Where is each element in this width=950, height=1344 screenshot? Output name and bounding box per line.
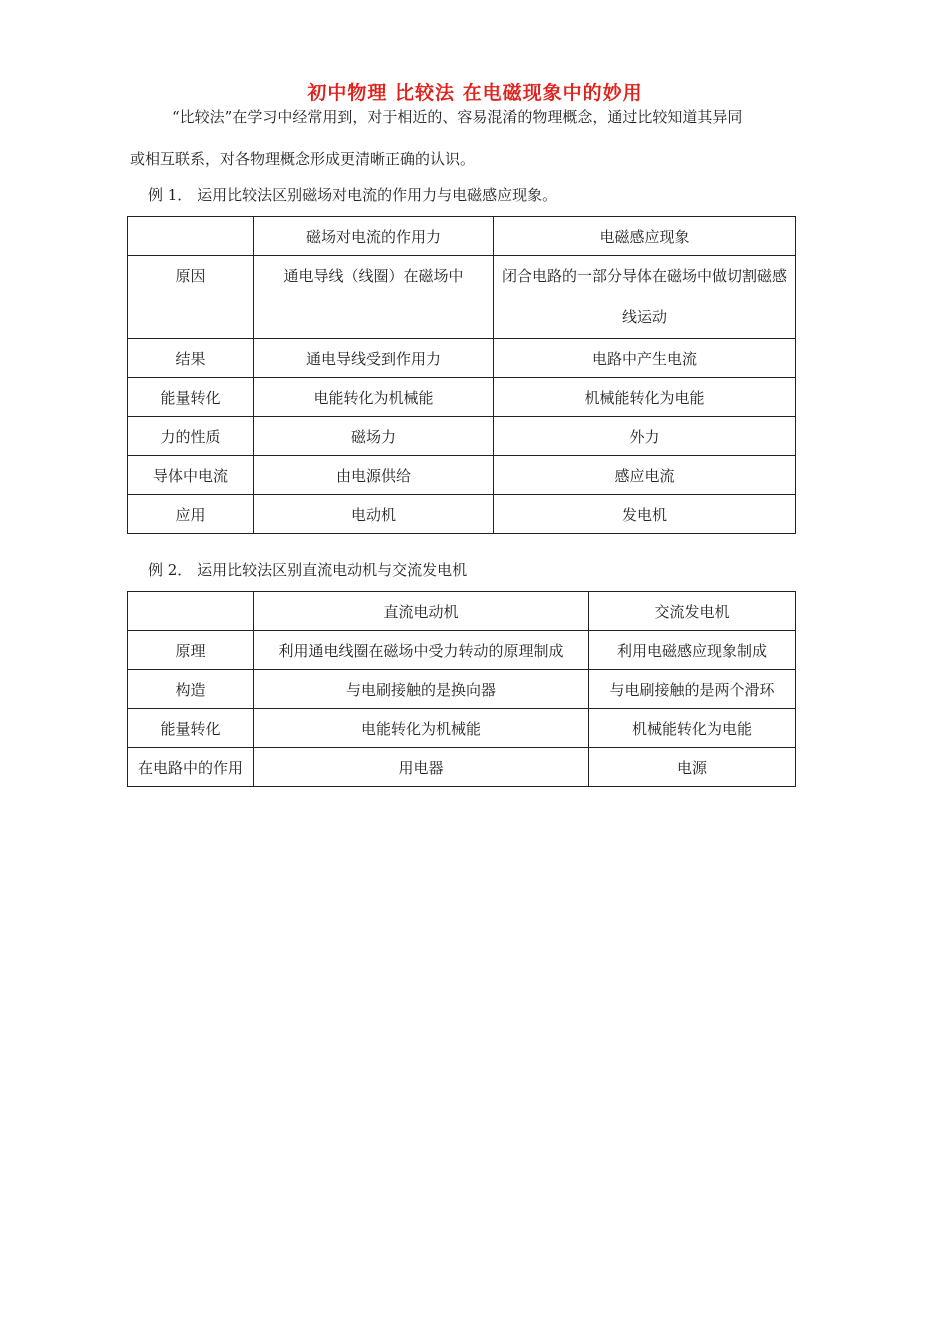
table-header-row (128, 592, 796, 631)
table-cell: 利用电磁感应现象制成 (589, 631, 796, 670)
row-label-cell: 能量转化 (128, 378, 254, 417)
table-row (128, 256, 796, 339)
row-label-cell: 力的性质 (128, 417, 254, 456)
table-row (128, 378, 796, 417)
table-header-cell: 交流发电机 (589, 592, 796, 631)
table-row (128, 748, 796, 787)
table-cell: 外力 (494, 417, 796, 456)
document-title: 初中物理 比较法 在电磁现象中的妙用 (307, 82, 643, 104)
table-cell: 由电源供给 (254, 456, 494, 495)
example-2-caption: 例 2． 运用比较法区别直流电动机与交流发电机 (148, 561, 468, 579)
table-cell: 感应电流 (494, 456, 796, 495)
row-label-cell: 原因 (128, 256, 254, 339)
table-cell: 机械能转化为电能 (589, 709, 796, 748)
example-1-table (127, 216, 796, 534)
row-label-cell: 导体中电流 (128, 456, 254, 495)
row-label-cell: 原理 (128, 631, 254, 670)
table-cell: 通电导线（线圈）在磁场中 (254, 256, 494, 339)
table-cell: 发电机 (494, 495, 796, 534)
table-cell: 磁场力 (254, 417, 494, 456)
table-cell: 电动机 (254, 495, 494, 534)
row-label-cell: 应用 (128, 495, 254, 534)
table-row (128, 456, 796, 495)
example-2-table (127, 591, 796, 787)
intro-line-1: “比较法”在学习中经常用到，对于相近的、容易混淆的物理概念，通过比较知道其异同 (172, 108, 743, 126)
table-cell: 用电器 (254, 748, 589, 787)
table-row (128, 670, 796, 709)
table-row (128, 495, 796, 534)
table-cell: 电源 (589, 748, 796, 787)
row-label-cell: 构造 (128, 670, 254, 709)
table-header-cell: 直流电动机 (254, 592, 589, 631)
table-cell: 利用通电线圈在磁场中受力转动的原理制成 (254, 631, 589, 670)
table-row (128, 631, 796, 670)
table-header-row (128, 217, 796, 256)
table-cell: 与电刷接触的是换向器 (254, 670, 589, 709)
table-cell: 机械能转化为电能 (494, 378, 796, 417)
table-cell: 电能转化为机械能 (254, 709, 589, 748)
row-label-cell: 在电路中的作用 (128, 748, 254, 787)
table-header-cell: 电磁感应现象 (494, 217, 796, 256)
intro-line-2: 或相互联系，对各物理概念形成更清晰正确的认识。 (130, 150, 476, 168)
table-cell: 通电导线受到作用力 (254, 339, 494, 378)
table-header-cell: 磁场对电流的作用力 (254, 217, 494, 256)
table-header-cell (128, 217, 254, 256)
table-row (128, 339, 796, 378)
table-row (128, 417, 796, 456)
table-cell: 闭合电路的一部分导体在磁场中做切割磁感线运动 (494, 256, 796, 339)
row-label-cell: 能量转化 (128, 709, 254, 748)
table-header-cell (128, 592, 254, 631)
table-cell: 与电刷接触的是两个滑环 (589, 670, 796, 709)
example-1-caption: 例 1． 运用比较法区别磁场对电流的作用力与电磁感应现象。 (148, 186, 558, 204)
table-cell: 电路中产生电流 (494, 339, 796, 378)
table-row (128, 709, 796, 748)
row-label-cell: 结果 (128, 339, 254, 378)
table-cell: 电能转化为机械能 (254, 378, 494, 417)
